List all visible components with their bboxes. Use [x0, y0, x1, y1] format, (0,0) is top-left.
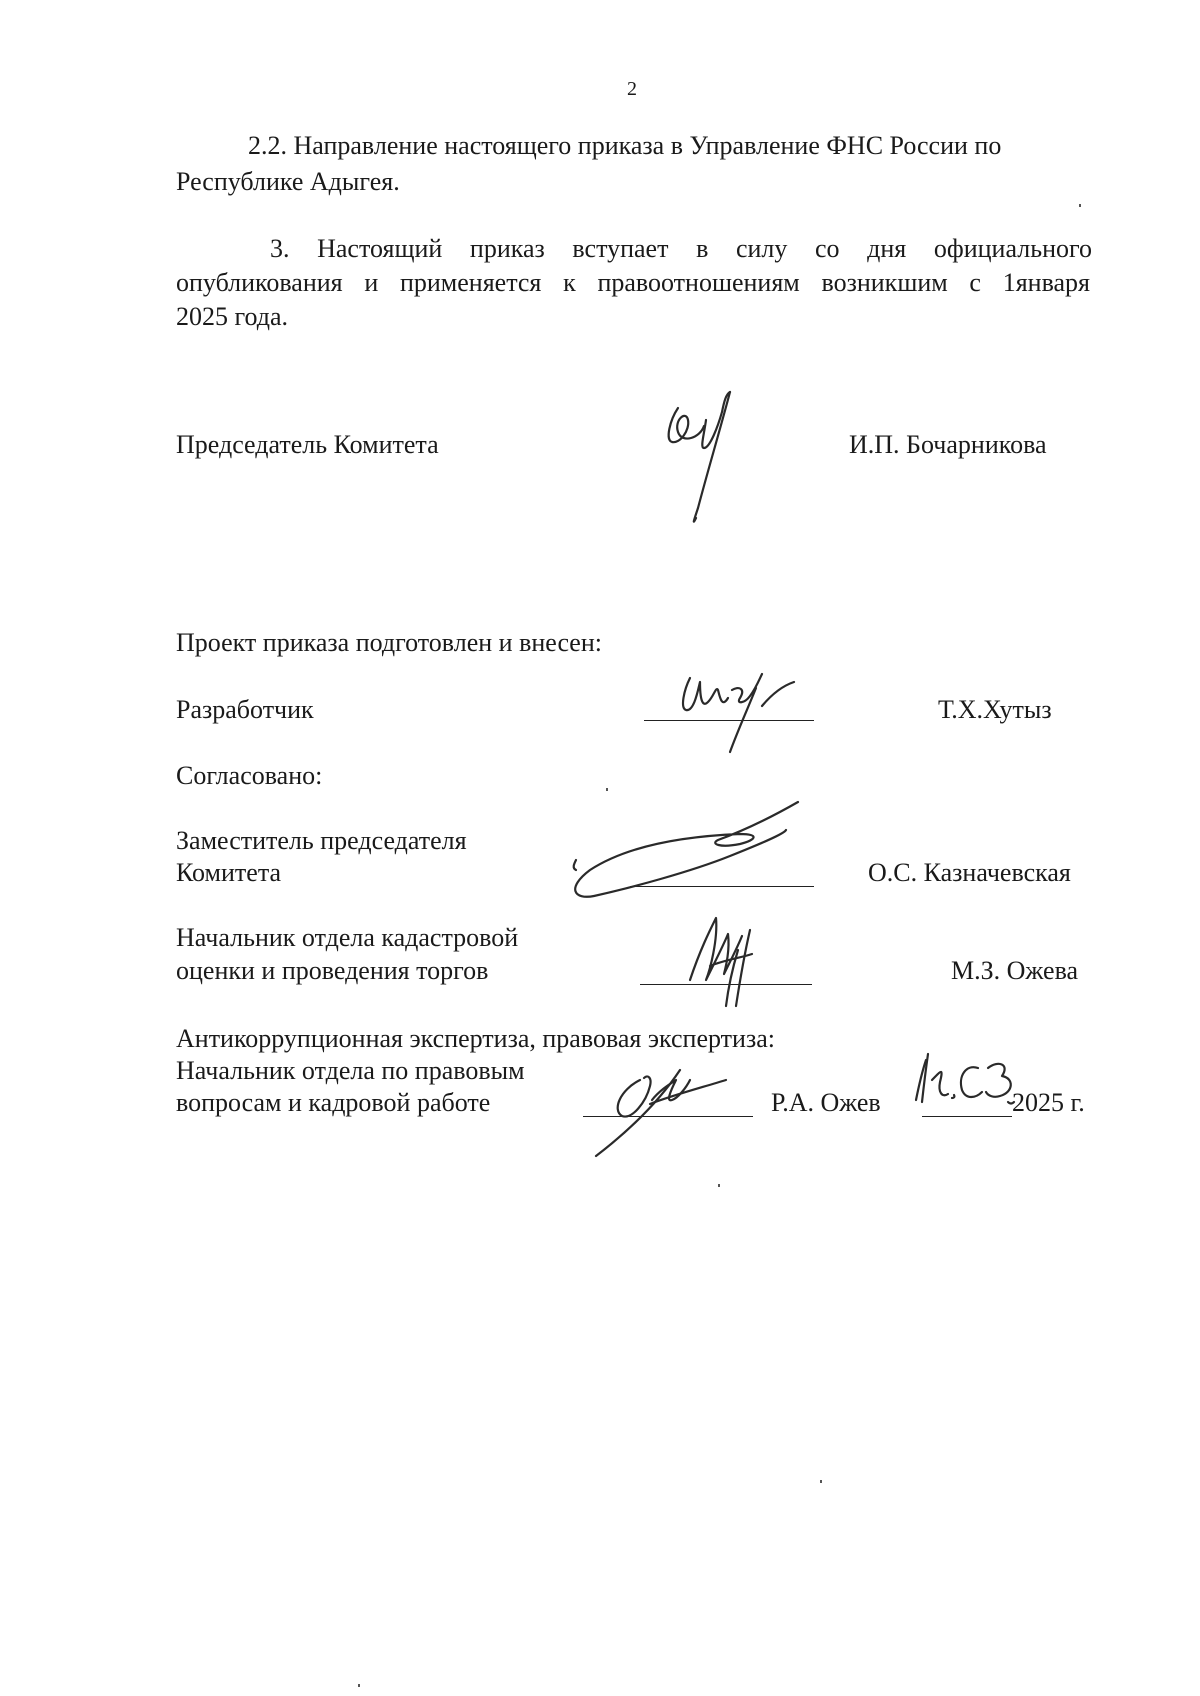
- page-number: 2: [627, 78, 637, 100]
- paragraph-3-line-3: 2025 года.: [176, 302, 289, 331]
- date-year: 2025 г.: [1012, 1088, 1085, 1117]
- deputy-title-line-1: Заместитель председателя: [176, 826, 467, 855]
- cadastral-name: М.З. Ожева: [951, 956, 1079, 985]
- prepared-heading: Проект приказа подготовлен и внесен:: [176, 628, 602, 657]
- cadastral-signature: [680, 910, 790, 1010]
- legal-name: Р.А. Ожев: [771, 1088, 881, 1117]
- scan-speck: [1079, 204, 1081, 207]
- scan-speck: [718, 1184, 720, 1187]
- chairman-name: И.П. Бочарникова: [849, 430, 1047, 459]
- cadastral-title-line-2: оценки и проведения торгов: [176, 956, 489, 985]
- agreed-heading: Согласовано:: [176, 761, 323, 790]
- legal-role-line-2: вопросам и кадровой работе: [176, 1088, 491, 1117]
- cadastral-title-line-1: Начальник отдела кадастровой: [176, 923, 519, 952]
- deputy-title-line-2: Комитета: [176, 858, 282, 887]
- developer-name: Т.Х.Хутыз: [938, 695, 1052, 724]
- expertise-heading: Антикоррупционная экспертиза, правовая экспертиза:: [176, 1024, 775, 1053]
- paragraph-2-2-line-1: 2.2. Направление настоящего приказа в Управление ФНС России по: [248, 131, 1002, 160]
- legal-signature: [590, 1050, 740, 1160]
- paragraph-2-2-line-2: Республике Адыгея.: [176, 167, 400, 196]
- chairman-title: Председатель Комитета: [176, 430, 439, 459]
- paragraph-3-line-1: 3. Настоящий приказ вступает в силу со дня официального: [270, 234, 1092, 263]
- deputy-name: О.С. Казначевская: [868, 858, 1071, 887]
- legal-role-line-1: Начальник отдела по правовым: [176, 1056, 525, 1085]
- developer-role: Разработчик: [176, 695, 314, 724]
- paragraph-3-line-2: опубликования и применяется к правоотношениям возникшим с 1января: [176, 268, 1090, 297]
- handwritten-date: [910, 1050, 1020, 1114]
- date-line: [922, 1116, 1012, 1117]
- scan-speck: [606, 788, 608, 791]
- scan-speck: [820, 1480, 822, 1483]
- developer-signature: [676, 668, 826, 758]
- chairman-signature: [660, 390, 750, 530]
- scan-speck: [358, 1684, 360, 1687]
